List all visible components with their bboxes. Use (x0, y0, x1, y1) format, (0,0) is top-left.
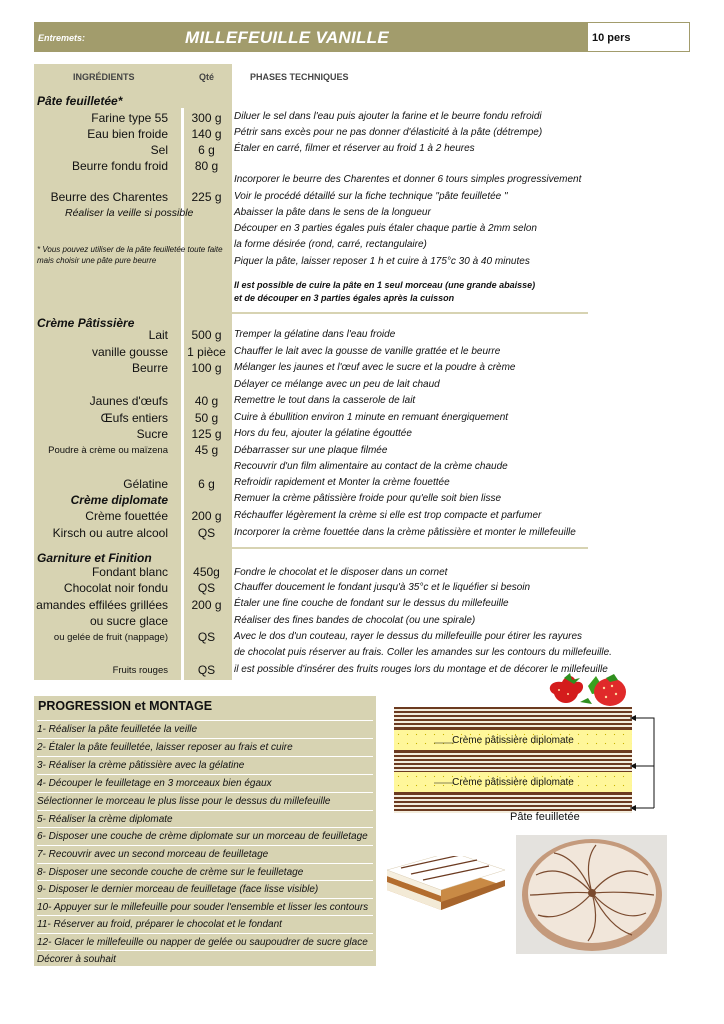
ingredient-qty: 500 g (191, 328, 222, 342)
portions-box (587, 22, 690, 52)
step-text: il est possible d'insérer des fruits rouges lors du montage et de décorer le millefeuille (234, 664, 608, 675)
strawberry-decoration (544, 672, 630, 710)
step-text: Pétrir sans excès pour ne pas donner d'élasticité à la pâte (détrempe) (234, 127, 543, 138)
step-text-bold: et de découper en 3 parties égales après la cuisson (234, 293, 455, 303)
ingredient-name: Beurre des Charentes (50, 190, 168, 204)
step-text: Tremper la gélatine dans l'eau froide (234, 329, 396, 340)
ingredient-qty: 1 pièce (187, 345, 226, 359)
progression-step: 6- Disposer une couche de crème diplomate sur un morceau de feuilletage (37, 827, 373, 845)
section-title-creme: Crème Pâtissière (37, 316, 135, 330)
step-text: Étaler une fine couche de fondant sur le dessus du millefeuille (234, 598, 509, 609)
step-text: la forme désirée (rond, carré, rectangulaire) (234, 239, 427, 250)
phases-header: PHASES TECHNIQUES (250, 72, 349, 82)
ingredient-qty: 100 g (191, 361, 222, 375)
ingredient-name: Beurre fondu froid (71, 159, 168, 173)
ingredient-name: Sel (150, 143, 168, 157)
millefeuille-glazed-photo (516, 835, 667, 954)
step-text: Cuire à ébullition environ 1 minute en remuant énergiquement (234, 412, 509, 423)
step-text: Diluer le sel dans l'eau puis ajouter la farine et le beurre fondu refroidi (234, 111, 542, 122)
ingredient-qty: 50 g (194, 411, 219, 425)
subsection-title: Crème diplomate (70, 493, 168, 507)
progression-step: 9- Disposer le dernier morceau de feuilletage (face lisse visible) (37, 880, 373, 898)
ingredient-qty: 6 g (198, 477, 215, 491)
ingredient-name: Fruits rouges (112, 665, 168, 676)
ingredient-name: ou sucre glace (89, 614, 168, 628)
quantity-header: Qté (199, 72, 215, 82)
section-title-pate: Pâte feuilletée* (37, 94, 123, 108)
ingredient-qty: 200 g (191, 509, 222, 523)
step-text: Chauffer doucement le fondant jusqu'à 35°c et le liquéfier si besoin (234, 582, 531, 593)
ingredient-qty: 140 g (191, 127, 222, 141)
ingredient-name: Beurre (131, 361, 168, 375)
progression-step: 4- Découper le feuilletage en 3 morceaux bien égaux (37, 774, 373, 792)
step-text: Voir le procédé détaillé sur la fiche technique "pâte feuilletée " (234, 191, 508, 202)
step-text: Abaisser la pâte dans le sens de la longueur (234, 207, 431, 218)
pate-footnote: * Vous pouvez utiliser de la pâte feuilletée toute faite mais choisir une pâte pure beurre (37, 245, 223, 265)
progression-step: 11- Réserver au froid, préparer le chocolat et le fondant (37, 915, 373, 933)
step-text: Fondre le chocolat et le disposer dans un cornet (234, 567, 448, 578)
ingredient-qty: QS (197, 630, 216, 644)
ingredient-qty: 300 g (191, 111, 222, 125)
recipe-title: MILLEFEUILLE VANILLE (185, 28, 390, 47)
step-text: Délayer ce mélange avec un peu de lait chaud (234, 379, 440, 390)
veille-note: Réaliser la veille si possible (65, 207, 194, 219)
step-text: Étaler en carré, filmer et réserver au froid 1 à 2 heures (234, 143, 475, 154)
section-title-garniture: Garniture et Finition (37, 551, 152, 565)
step-text-bold: Il est possible de cuire la pâte en 1 seul morceau (une grande abaisse) (234, 280, 536, 290)
ingredient-qty: 200 g (191, 598, 222, 612)
ingredient-name: Lait (148, 328, 168, 342)
step-text: Découper en 3 parties égales puis étaler chaque partie à 2mm selon (234, 223, 537, 234)
ingredient-qty: 40 g (194, 394, 219, 408)
progression-step: Sélectionner le morceau le plus lisse pour le dessus du millefeuille (37, 792, 373, 810)
ingredient-name: vanille gousse (91, 345, 168, 359)
cream-layer-label: Crème pâtissière diplomate (452, 735, 574, 746)
ingredient-name: Kirsch ou autre alcool (52, 526, 168, 540)
ingredient-name: Eau bien froide (87, 127, 168, 141)
progression-step: 1- Réaliser la pâte feuilletée la veille (37, 720, 373, 738)
progression-step: 8- Disposer une seconde couche de crème sur le feuilletage (37, 863, 373, 881)
ingredient-qty: 45 g (194, 443, 219, 457)
ingredient-name: Jaunes d'œufs (89, 394, 168, 408)
ingredient-name: Poudre à crème ou maïzena (48, 445, 168, 456)
step-text: Refroidir rapidement et Monter la crème fouettée (234, 477, 450, 488)
step-text: Avec le dos d'un couteau, rayer le dessus du millefeuille pour étirer les rayures (234, 631, 583, 642)
progression-step: 5- Réaliser la crème diplomate (37, 810, 373, 828)
step-text: Réaliser des fines bandes de chocolat (ou une spirale) (234, 615, 476, 626)
progression-step: Décorer à souhait (37, 950, 373, 968)
ingredient-qty: 225 g (191, 190, 222, 204)
ingredient-qty: 6 g (198, 143, 215, 157)
ingredient-qty: 450g (193, 565, 220, 579)
ingredient-name: Sucre (136, 427, 168, 441)
ingredient-name: Fondant blanc (91, 565, 168, 579)
progression-step: 7- Recouvrir avec un second morceau de feuilletage (37, 845, 373, 863)
section-divider (232, 312, 588, 314)
step-text: Réchauffer légèrement la crème si elle est trop compacte et parfumer (234, 510, 542, 521)
ingredient-name: amandes effilées grillées (36, 598, 168, 612)
millefeuille-slice-photo (381, 856, 511, 912)
progression-step: 10- Appuyer sur le millefeuille pour souder l'ensemble et lisser les contours (37, 898, 373, 916)
step-text: Débarrasser sur une plaque filmée (234, 445, 388, 456)
ingredients-header: INGRÉDIENTS (73, 72, 135, 82)
step-text: Piquer la pâte, laisser reposer 1 h et cuire à 175°c 30 à 40 minutes (234, 256, 530, 267)
progression-title: PROGRESSION et MONTAGE (38, 699, 213, 713)
step-text: Incorporer le beurre des Charentes et donner 6 tours simples progressivement (234, 174, 582, 185)
step-text: Chauffer le lait avec la gousse de vanille grattée et le beurre (234, 346, 501, 357)
ingredient-name: ou gelée de fruit (nappage) (53, 632, 168, 643)
progression-step: 3- Réaliser la crème pâtissière avec la gélatine (37, 756, 373, 774)
recipe-category: Entremets: (38, 33, 86, 43)
pastry-label: Pâte feuilletée (510, 811, 580, 823)
section-divider (232, 547, 588, 549)
step-text: Hors du feu, ajouter la gélatine égouttée (234, 428, 412, 439)
step-text: Mélanger les jaunes et l'œuf avec le sucre et la poudre à crème (234, 362, 516, 373)
ingredient-qty: QS (197, 663, 216, 677)
step-text: Remuer la crème pâtissière froide pour qu'elle soit bien lisse (234, 493, 502, 504)
step-text: Recouvrir d'un film alimentaire au contact de la crème chaude (234, 461, 508, 472)
step-text: Remettre le tout dans la casserole de lait (234, 395, 416, 406)
ingredient-name: Gélatine (123, 477, 168, 491)
ingredient-qty: 80 g (194, 159, 219, 173)
ingredient-qty: QS (197, 581, 216, 595)
cream-label-pointers (394, 707, 644, 813)
ingredient-name: Crème fouettée (85, 509, 168, 523)
step-text: de chocolat puis réserver au frais. Coller les amandes sur les contours du millefeuille. (234, 647, 612, 658)
cream-layer-label: Crème pâtissière diplomate (452, 777, 574, 788)
progression-step: 2- Étaler la pâte feuilletée, laisser reposer au frais et cuire (37, 738, 373, 756)
step-text: Incorporer la crème fouettée dans la crème pâtissière et monter le millefeuille (234, 527, 576, 538)
ingredient-qty: 125 g (191, 427, 222, 441)
ingredient-name: Œufs entiers (100, 411, 168, 425)
ingredient-name: Farine type 55 (91, 111, 168, 125)
ingredient-name: Chocolat noir fondu (63, 581, 168, 595)
portions-label: 10 pers (592, 32, 631, 44)
progression-step: 12- Glacer le millefeuille ou napper de gelée ou saupoudrer de sucre glace (37, 933, 373, 951)
ingredient-qty: QS (197, 526, 216, 540)
